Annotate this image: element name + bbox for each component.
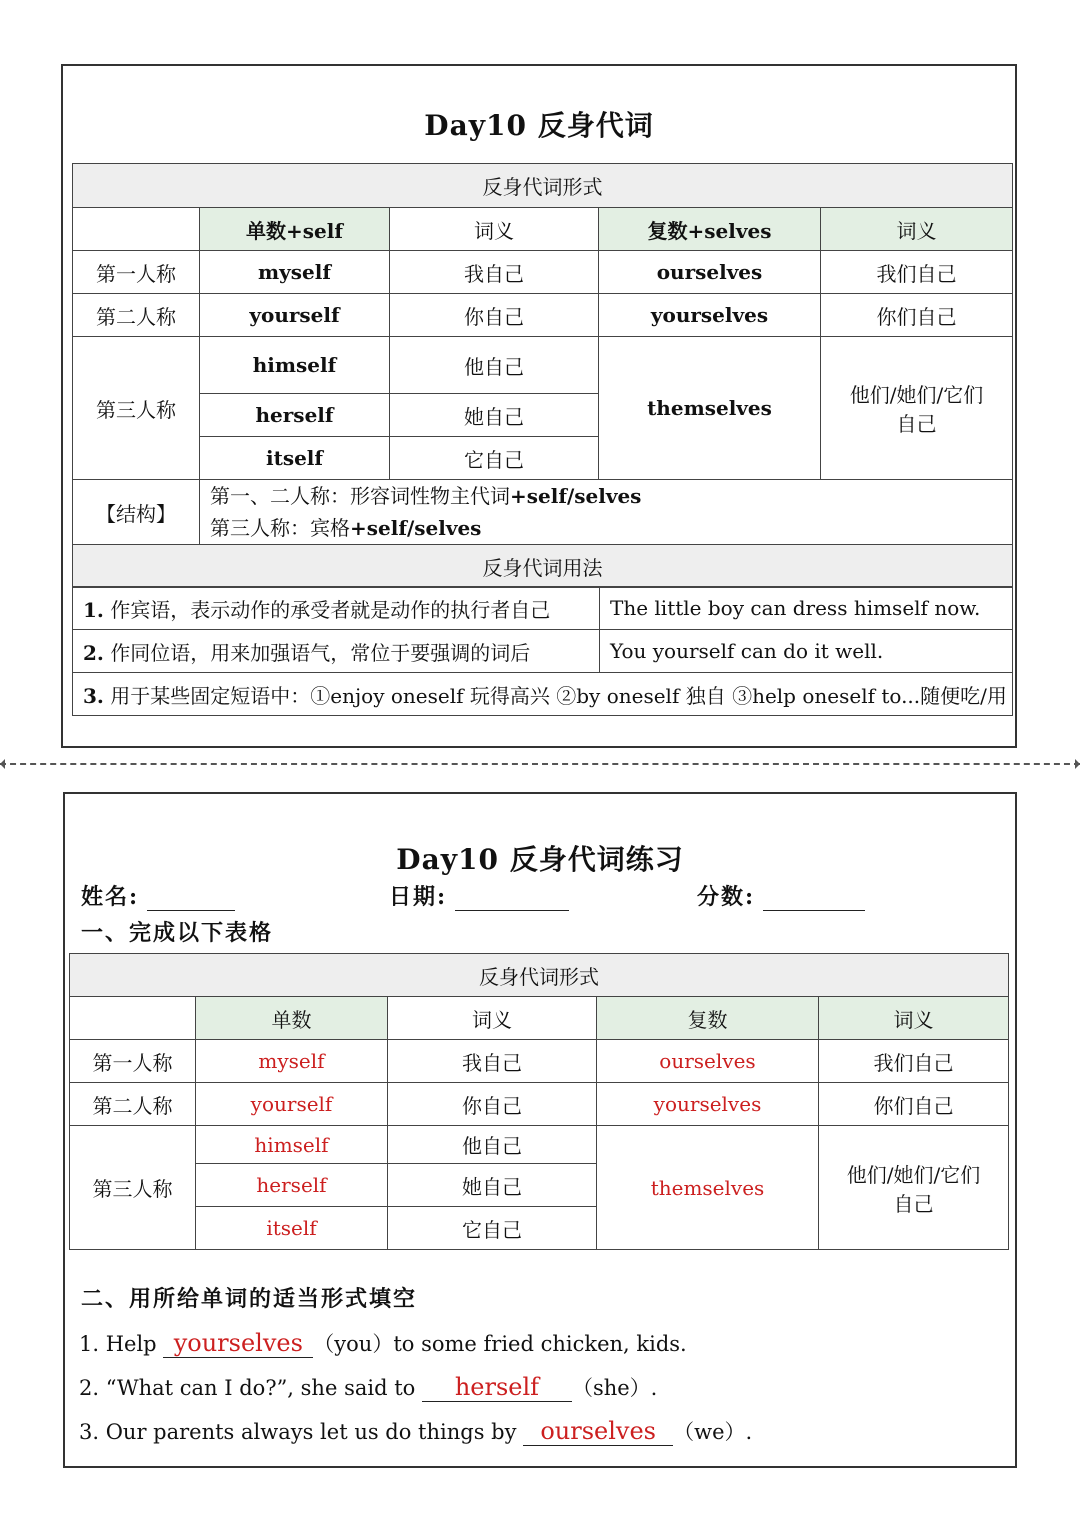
answer-plural[interactable]: themselves [597,1126,819,1250]
structure-line-suffix: +self/selves [350,516,482,540]
structure-text [200,480,1013,545]
usage-item [73,673,1013,716]
structure-line [210,480,1012,512]
singular-meaning: 你自己 [390,294,599,337]
col-header-singular: 单数 [196,997,388,1040]
col-header-meaning: 词义 [821,208,1013,251]
structure-line-prefix: 第一、二人称：形容词性物主代词 [210,484,510,508]
plural-meaning [819,1126,1009,1250]
col-header-plural: 复数 [597,997,819,1040]
plural-word: themselves [599,337,821,480]
score-label: 分数: [697,884,756,910]
name-label: 姓名: [81,884,140,910]
plural-meaning: 我们自己 [821,251,1013,294]
blank-corner-cell [73,208,200,251]
singular-meaning: 他自己 [390,337,599,394]
usage-number: 1. [83,597,104,622]
person-label: 第二人称 [73,294,200,337]
question-text: 2. “What can I do?”, she said to [79,1376,422,1400]
plural-meaning: 你们自己 [819,1083,1009,1126]
usage-number: 2. [83,640,104,665]
exercise-card [63,792,1017,1468]
page-divider [0,763,1080,765]
singular-word: himself [200,337,390,394]
singular-meaning: 它自己 [390,437,599,480]
singular-meaning: 它自己 [388,1207,597,1250]
plural-word: ourselves [599,251,821,294]
plural-meaning-line: 他们/她们/它们 [846,1162,981,1187]
structure-label: 【结构】 [73,480,200,545]
score-blank[interactable] [763,886,865,911]
answer-blank[interactable]: herself [422,1373,572,1402]
name-blank[interactable] [147,886,235,911]
structure-line-suffix: +self/selves [510,484,642,508]
usage-header: 反身代词用法 [73,545,1013,588]
question-text: 1. Help [79,1332,164,1356]
usage-item [73,630,600,673]
forms-header: 反身代词形式 [73,164,1013,208]
answer-singular[interactable]: myself [196,1040,388,1083]
person-label: 第三人称 [73,337,200,480]
usage-text: 用于某些固定短语中：①enjoy oneself 玩得高兴 ②by oneself 独自 ③help oneself to...随便吃/用 [110,683,1007,708]
answer-singular[interactable]: itself [196,1207,388,1250]
singular-word: herself [200,394,390,437]
person-label: 第一人称 [73,251,200,294]
singular-meaning: 你自己 [388,1083,597,1126]
answer-singular[interactable]: yourself [196,1083,388,1126]
usage-item [73,587,600,630]
question-text: 3. Our parents always let us do things by [79,1420,524,1444]
name-field [81,880,235,911]
exercise-forms-table [69,953,1009,1250]
blank-corner-cell [70,997,196,1040]
plural-meaning-line: 他们/她们/它们 [849,383,984,407]
question-1 [79,1328,687,1358]
question-2 [79,1372,657,1402]
date-field [389,880,569,911]
person-label: 第二人称 [70,1083,196,1126]
plural-meaning-line: 自己 [893,1191,934,1216]
person-label: 第一人称 [70,1040,196,1083]
singular-word: myself [200,251,390,294]
singular-word: itself [200,437,390,480]
answer-plural[interactable]: ourselves [597,1040,819,1083]
answer-blank[interactable]: yourselves [163,1329,313,1358]
plural-meaning: 你们自己 [821,294,1013,337]
col-header-plural: 复数+selves [599,208,821,251]
person-label: 第三人称 [70,1126,196,1250]
col-header-meaning: 词义 [819,997,1009,1040]
answer-blank[interactable]: ourselves [523,1417,673,1446]
answer-plural[interactable]: yourselves [597,1083,819,1126]
usage-text: 作同位语，用来加强语气，常位于要强调的词后 [110,640,531,665]
usage-table [72,586,1013,716]
singular-meaning: 我自己 [390,251,599,294]
col-header-meaning: 词义 [388,997,597,1040]
singular-meaning: 我自己 [388,1040,597,1083]
plural-meaning [821,337,1013,480]
plural-meaning-line: 自己 [896,412,937,436]
singular-meaning: 她自己 [388,1164,597,1207]
score-field [697,880,865,911]
singular-meaning: 她自己 [390,394,599,437]
answer-singular[interactable]: herself [196,1164,388,1207]
date-blank[interactable] [455,886,569,911]
question-text: （we）. [673,1420,753,1444]
handout-title: Day10 反身代词 [424,109,654,142]
plural-word: yourselves [599,294,821,337]
singular-word: yourself [200,294,390,337]
plural-meaning: 我们自己 [819,1040,1009,1083]
answer-singular[interactable]: himself [196,1126,388,1164]
date-label: 日期: [389,884,448,910]
question-text: （she）. [571,1376,658,1400]
usage-number: 3. [83,683,104,708]
col-header-meaning: 词义 [390,208,599,251]
structure-line [210,512,1012,544]
handout-card [61,64,1017,748]
question-3 [79,1416,752,1446]
usage-example: You yourself can do it well. [600,630,1013,673]
usage-example: The little boy can dress himself now. [600,587,1013,630]
question-text: （you）to some fried chicken, kids. [313,1332,687,1356]
structure-line-prefix: 第三人称：宾格 [210,516,350,540]
singular-meaning: 他自己 [388,1126,597,1164]
exercise-title: Day10 反身代词练习 [396,843,684,876]
section2-heading: 二、用所给单词的适当形式填空 [81,1286,418,1312]
col-header-singular: 单数+self [200,208,390,251]
forms-header: 反身代词形式 [70,954,1009,997]
forms-table [72,163,1013,588]
usage-text: 作宾语，表示动作的承受者就是动作的执行者自己 [110,597,551,622]
section1-heading: 一、完成以下表格 [81,920,274,946]
